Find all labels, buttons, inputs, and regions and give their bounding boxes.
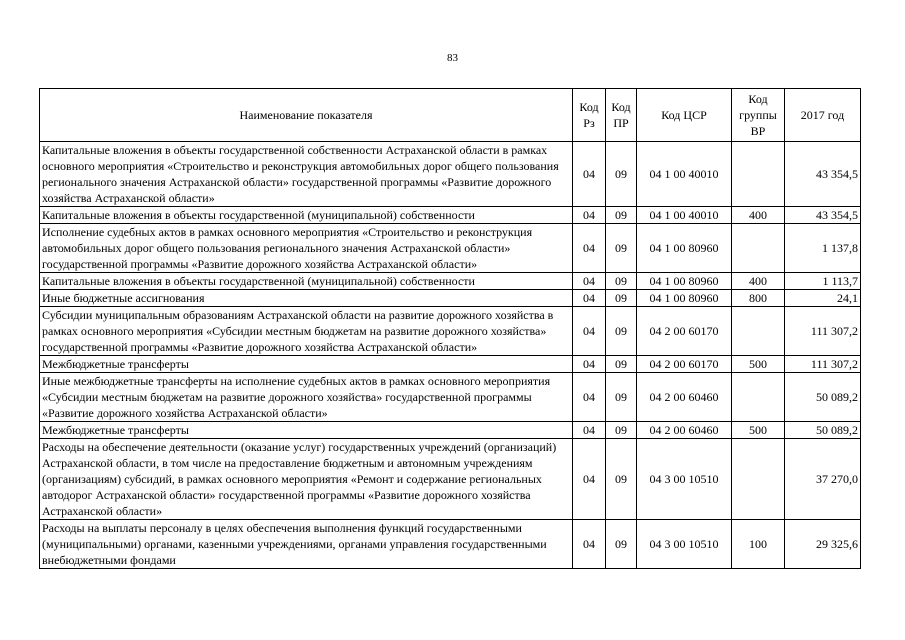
row-amount: 1 113,7 (785, 273, 861, 290)
row-vr (732, 224, 785, 273)
row-csr: 04 2 00 60460 (637, 422, 732, 439)
row-rz: 04 (573, 207, 606, 224)
row-amount: 43 354,5 (785, 142, 861, 207)
row-csr: 04 2 00 60170 (637, 307, 732, 356)
row-amount: 50 089,2 (785, 373, 861, 422)
row-vr (732, 439, 785, 520)
row-vr: 100 (732, 520, 785, 569)
row-name: Иные бюджетные ассигнования (40, 290, 573, 307)
row-vr (732, 142, 785, 207)
table-row (40, 273, 861, 290)
row-amount: 111 307,2 (785, 307, 861, 356)
row-amount: 37 270,0 (785, 439, 861, 520)
row-rz: 04 (573, 224, 606, 273)
row-pr: 09 (606, 373, 637, 422)
row-name: Исполнение судебных актов в рамках основного мероприятия «Строительство и реконструкция автомобильных дорог общего пользования регионального значения Астраханской области» государственной программы «Развитие дорожного хозяйства Астраханской области» (40, 224, 573, 273)
table-row (40, 356, 861, 373)
row-name: Расходы на обеспечение деятельности (оказание услуг) государственных учреждений (организаций) Астраханской области, в том числе на предоставление бюджетным и автономным учреждениям (организациям) субсидий, в рамках основного мероприятия «Ремонт и содержание региональных автодорог Астраханской области» государственной программы «Развитие дорожного хозяйства Астраханской области» (40, 439, 573, 520)
row-csr: 04 3 00 10510 (637, 520, 732, 569)
header-year: 2017 год (785, 89, 861, 142)
row-csr: 04 1 00 40010 (637, 207, 732, 224)
row-rz: 04 (573, 356, 606, 373)
row-amount: 29 325,6 (785, 520, 861, 569)
row-amount: 50 089,2 (785, 422, 861, 439)
row-amount: 1 137,8 (785, 224, 861, 273)
row-pr: 09 (606, 142, 637, 207)
row-csr: 04 2 00 60460 (637, 373, 732, 422)
row-rz: 04 (573, 373, 606, 422)
row-csr: 04 1 00 80960 (637, 290, 732, 307)
table-row (40, 142, 861, 207)
table-row (40, 290, 861, 307)
row-rz: 04 (573, 422, 606, 439)
header-rz: Код Рз (573, 89, 606, 142)
row-pr: 09 (606, 207, 637, 224)
row-pr: 09 (606, 520, 637, 569)
row-name: Иные межбюджетные трансферты на исполнение судебных актов в рамках основного мероприятия «Субсидии местным бюджетам на развитие дорожного хозяйства» государственной программы «Развитие дорожного хозяйства Астраханской области» (40, 373, 573, 422)
row-pr: 09 (606, 290, 637, 307)
row-vr: 400 (732, 207, 785, 224)
row-pr: 09 (606, 273, 637, 290)
row-pr: 09 (606, 307, 637, 356)
row-rz: 04 (573, 439, 606, 520)
row-rz: 04 (573, 520, 606, 569)
row-vr: 800 (732, 290, 785, 307)
row-pr: 09 (606, 422, 637, 439)
table-header-row (40, 89, 861, 142)
row-vr: 500 (732, 422, 785, 439)
row-pr: 09 (606, 356, 637, 373)
table-row (40, 307, 861, 356)
row-rz: 04 (573, 307, 606, 356)
row-amount: 111 307,2 (785, 356, 861, 373)
row-rz: 04 (573, 273, 606, 290)
row-csr: 04 1 00 80960 (637, 224, 732, 273)
row-name: Расходы на выплаты персоналу в целях обеспечения выполнения функций государственными (муниципальными) органами, казенными учреждениями, органами управления государственными внебюджетными фондами (40, 520, 573, 569)
row-name: Субсидии муниципальным образованиям Астраханской области на развитие дорожного хозяйства в рамках основного мероприятия «Субсидии местным бюджетам на развитие дорожного хозяйства» государственной программы «Развитие дорожного хозяйства Астраханской области» (40, 307, 573, 356)
row-vr (732, 307, 785, 356)
row-csr: 04 1 00 80960 (637, 273, 732, 290)
budget-table (39, 88, 861, 569)
header-vr: Код группы ВР (732, 89, 785, 142)
table-row (40, 373, 861, 422)
table-row (40, 422, 861, 439)
row-csr: 04 3 00 10510 (637, 439, 732, 520)
row-name: Межбюджетные трансферты (40, 422, 573, 439)
row-vr: 400 (732, 273, 785, 290)
row-vr: 500 (732, 356, 785, 373)
row-name: Межбюджетные трансферты (40, 356, 573, 373)
header-csr: Код ЦСР (637, 89, 732, 142)
table-body (40, 142, 861, 569)
table-row (40, 207, 861, 224)
header-name: Наименование показателя (40, 89, 573, 142)
header-pr: Код ПР (606, 89, 637, 142)
row-csr: 04 2 00 60170 (637, 356, 732, 373)
row-amount: 43 354,5 (785, 207, 861, 224)
page-number: 83 (447, 52, 458, 64)
table-row (40, 520, 861, 569)
row-name: Капитальные вложения в объекты государственной собственности Астраханской области в рамках основного мероприятия «Строительство и реконструкция автомобильных дорог общего пользования регионального значения Астраханской области» государственной программы «Развитие дорожного хозяйства Астраханской области» (40, 142, 573, 207)
table-row (40, 439, 861, 520)
row-pr: 09 (606, 224, 637, 273)
row-amount: 24,1 (785, 290, 861, 307)
row-name: Капитальные вложения в объекты государственной (муниципальной) собственности (40, 207, 573, 224)
row-name: Капитальные вложения в объекты государственной (муниципальной) собственности (40, 273, 573, 290)
row-rz: 04 (573, 142, 606, 207)
row-rz: 04 (573, 290, 606, 307)
table-row (40, 224, 861, 273)
row-csr: 04 1 00 40010 (637, 142, 732, 207)
row-pr: 09 (606, 439, 637, 520)
row-vr (732, 373, 785, 422)
